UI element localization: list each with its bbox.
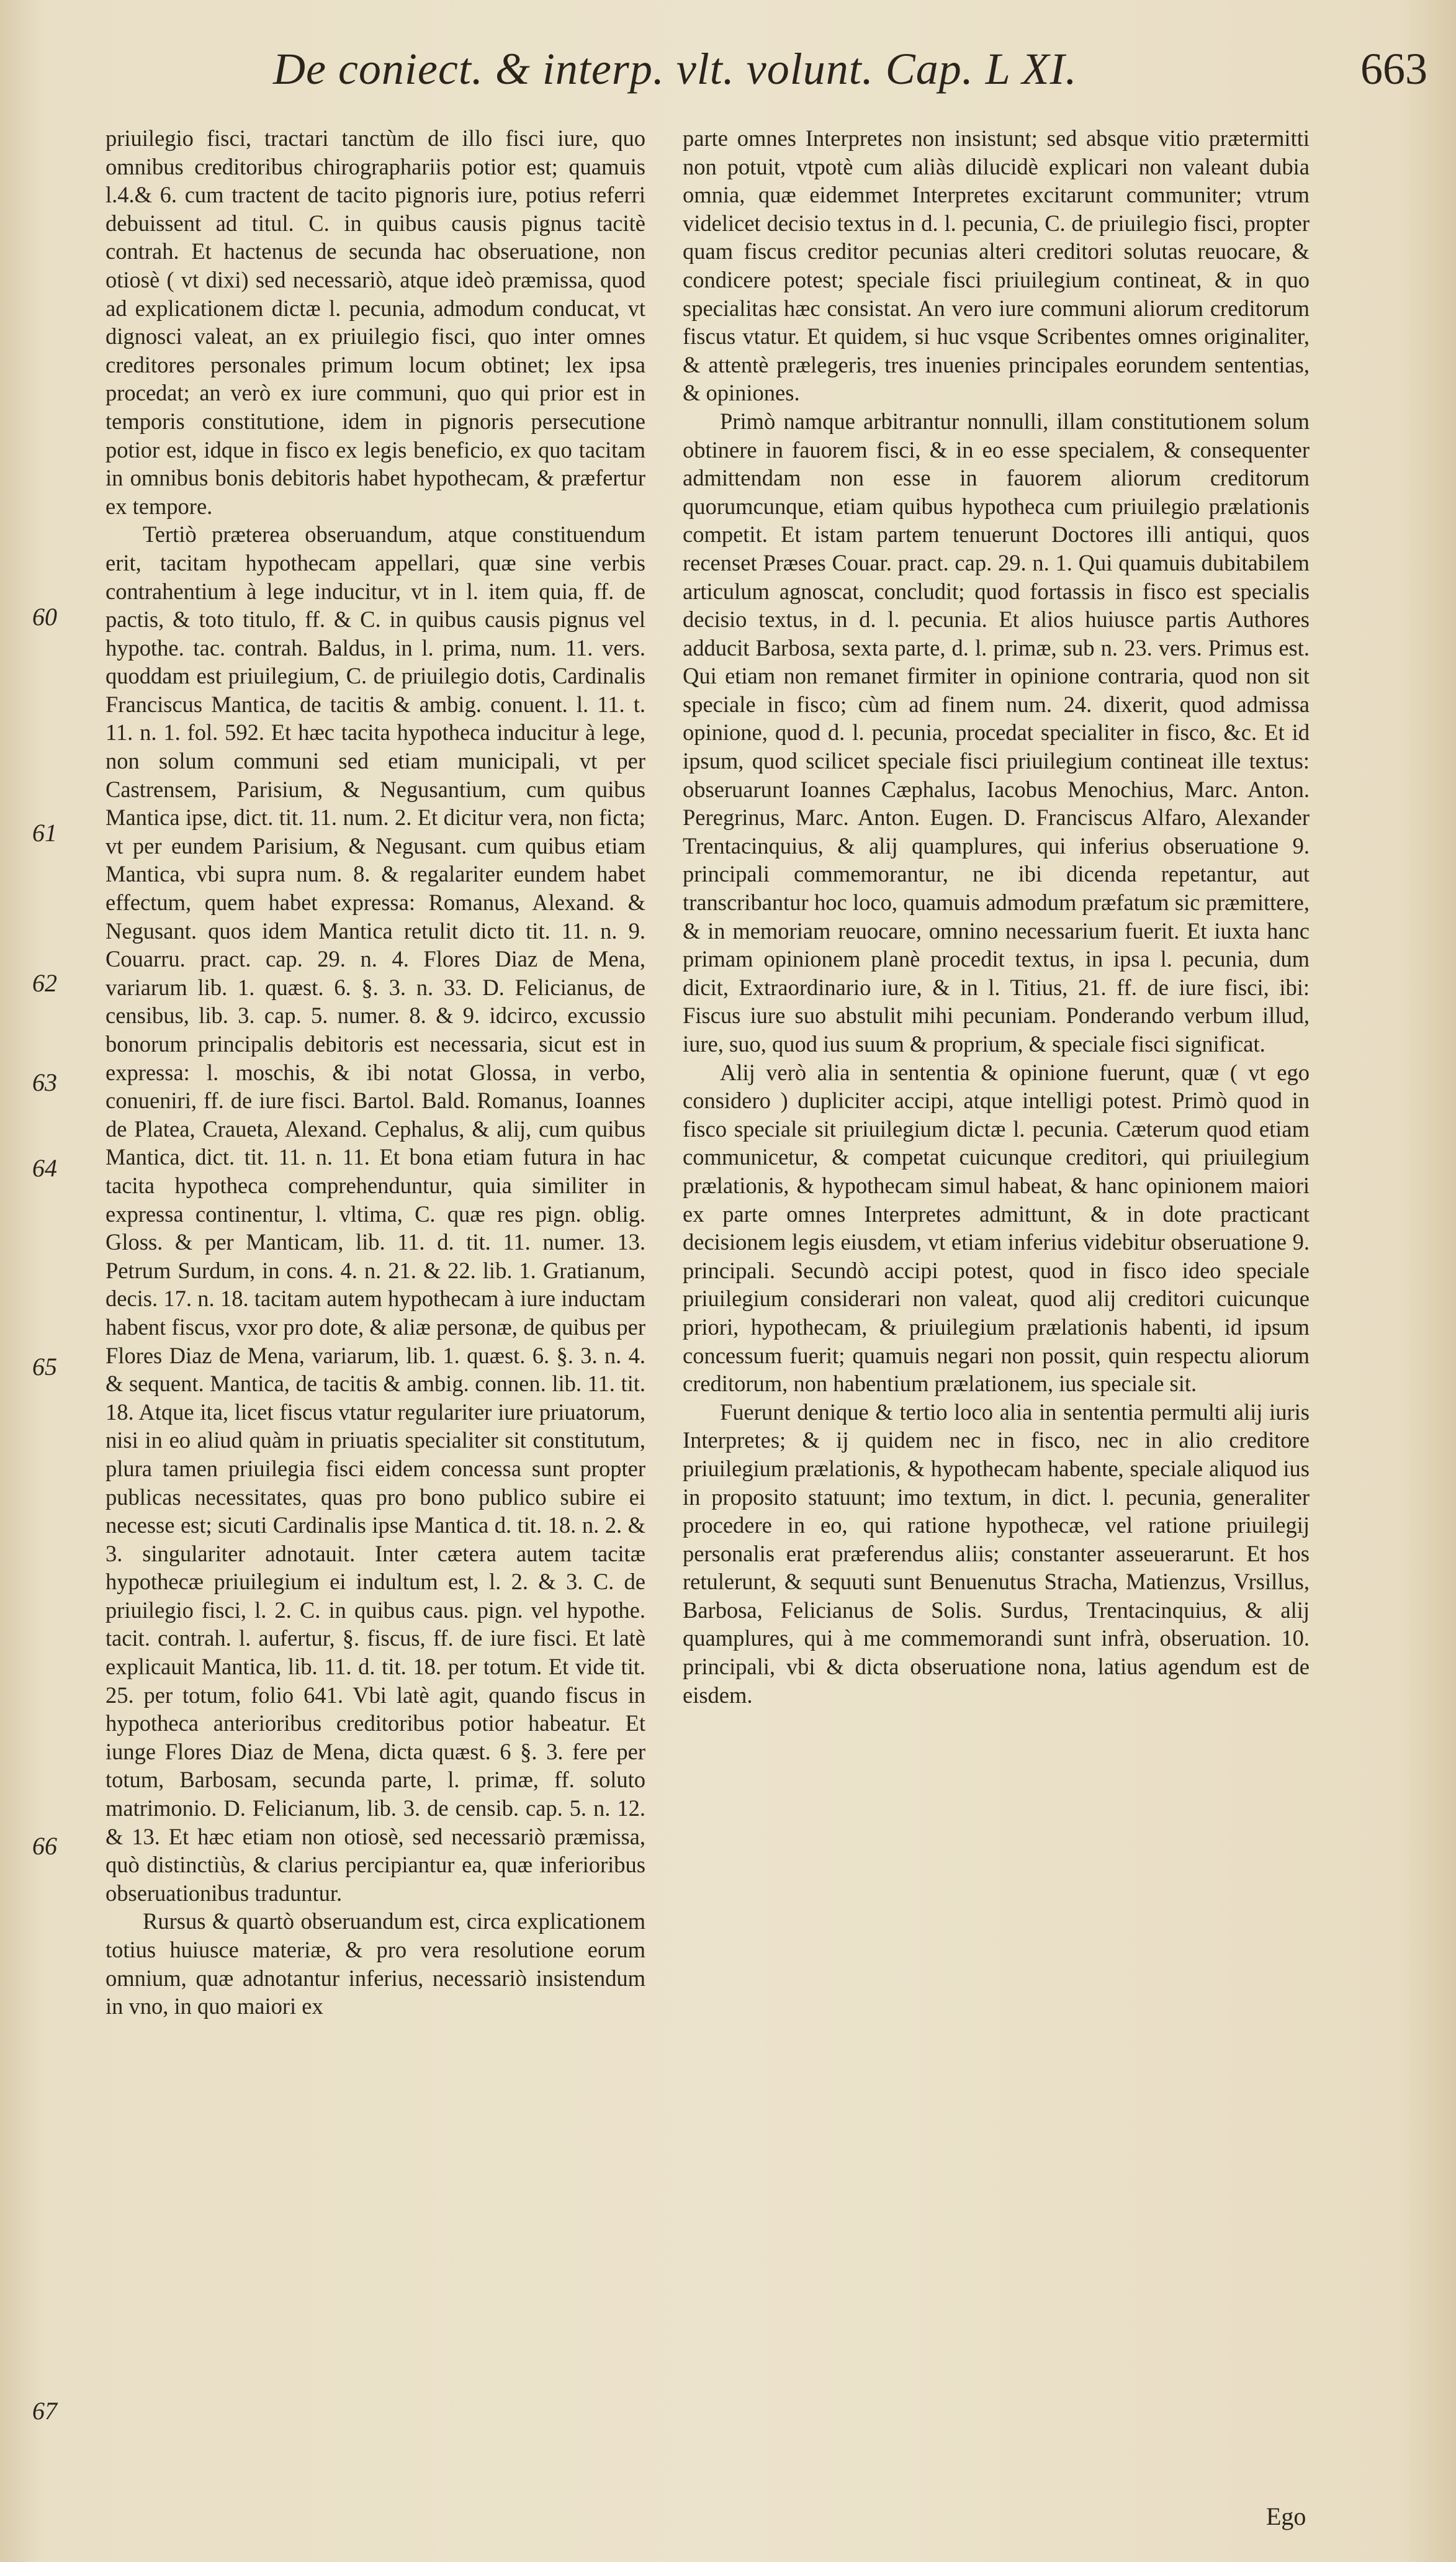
- right-paragraph: Primò namque arbitrantur nonnulli, illam constitutionem solum obtinere in fauorem fisci, & in eo esse specialem, & consequenter admittendam non esse in fauorem aliorum creditorum quorumcunque, etiam quibus hypotheca cum priuilegio prælationis competit. Et istam partem tenuerunt Doctores illi antiqui, quos recenset Præses Couar. pract. cap. 29. n. 1. Qui quamuis dubitabilem articulum agnoscat, concludit; quod fortassis in fisco est specialis decisio textus, in d. l. pecunia. Et alios huiusce partis Authores adducit Barbosa, sexta parte, d. l. primæ, sub n. 23. vers. Primus est. Qui etiam non remanet firmiter in opinione contraria, quod non sit speciale in fisco; cùm ad finem num. 24. dixerit, quod admissa opinione, quod d. l. pecunia, procedat specialiter in fisco, &c. Et id ipsum, quod scilicet speciale fisci priuilegium contineat ille textus: obseruarunt Ioannes Cæphalus, Iacobus Menochius, Marc. Anton. Peregrinus, Marc. Anton. Eugen. D. Franciscus Alfaro, Alexander Trentacinquius, & alij quamplures, qui inferius obseruatione 9. principali commemorantur, ne ibi dicenda repetantur, aut transcribantur hoc loco, quamuis admodum præfatum sic præmittere, & in memoriam reuocare, omnino necessarium fuerit. Et iuxta hanc primam opinionem planè procedit textus, in ipsa l. pecunia, dum dicit, Extraordinario iure, & in l. Titius, 21. ff. de iure fisci, ibi: Fiscus iure suo abstulit mihi pecuniam. Ponderando verbum illud, iure, suo, quod ius suum & proprium, & speciale fisci significat.: [683, 408, 1310, 1057]
- right-paragraph: Alij verò alia in sententia & opinione fuerunt, quæ ( vt ego considero ) dupliciter accipi, atque intelligi potest. Primò quod in fisco speciale sit priuilegium dictæ l. pecunia. Cæterum quod etiam communicetur, & competat cuicunque creditori, qui priuilegium prælationis, & hypothecam simul habeat, & hanc opinionem maiori ex parte omnes Interpretes admittunt, & in dote practicant decisionem legis eiusdem, vt etiam inferius videbitur obseruatione 9. principali. Secundò accipi potest, quod in fisco ideo speciale priuilegium considerari non valeat, quod alij creditori cuicunque priori, hypothecam, & priuilegium prælationis habenti, id ipsum concessum fuerit; quamuis negari non possit, quin respectu aliorum creditorum, non habentium prælationem, ius speciale sit.: [683, 1059, 1310, 1397]
- left-paragraph: Tertiò præterea obseruandum, atque constituendum erit, tacitam hypothecam appellari, quæ sine verbis contrahentium à lege inducitur, vt in l. item quia, ff. de pactis, & toto titulo, ff. & C. in quibus causis pignus vel hypothe. tac. contrah. Baldus, in l. prima, num. 11. vers. quoddam est priuilegium, C. de priuilegio dotis, Cardinalis Franciscus Mantica, de tacitis & ambig. conuent. l. 11. t. 11. n. 1. fol. 592. Et hæc tacita hypotheca inducitur à lege, non solum communi sed etiam municipali, vt per Castrensem, Parisium, & Negusantium, cum quibus Mantica ipse, dict. tit. 11. num. 2. Et dicitur vera, non ficta; vt per eundem Parisium, & Negusant. cum quibus etiam Mantica, vbi supra num. 8. & regalariter eundem habet effectum, quem habet expressa: Romanus, Alexand. & Negusant. quos idem Mantica retulit dicto tit. 11. n. 9. Couarru. pract. cap. 29. n. 4. Flores Diaz de Mena, variarum lib. 1. quæst. 6. §. 3. n. 33. D. Felicianus, de censibus, lib. 3. cap. 5. numer. 8. & 9. idcirco, excussio bonorum principalis debitoris est necessaria, sicut est in expressa: l. moschis, & ibi notat Glossa, in verbo, conueniri, ff. de iure fisci. Bartol. Bald. Romanus, Ioannes de Platea, Craueta, Alexand. Cephalus, & alij, cum quibus Mantica, dict. tit. 11. n. 11. Et bona etiam futura in hac tacita hypotheca comprehenduntur, quia similiter in expressa continentur, l. vltima, C. quæ res pign. oblig. Gloss. & per Manticam, lib. 11. d. tit. 11. numer. 13. Petrum Surdum, in cons. 4. n. 21. & 22. lib. 1. Gratianum, decis. 17. n. 18. tacitam autem hypothecam à iure inductam habent fiscus, vxor pro dote, & aliæ personæ, de quibus per Flores Diaz de Mena, variarum, lib. 1. quæst. 6. §. 3. n. 4. & sequent. Mantica, de tacitis & ambig. connen. lib. 11. tit. 18. Atque ita, licet fiscus vtatur regulariter iure priuatorum, nisi in eo aliud quàm in priuatis specialiter sit constitutum, plura tamen priuilegia fisci eidem concessa sunt propter publicas necessitates, quas pro bono publico subire ei necesse est; sicuti Cardinalis ipse Mantica d. tit. 18. n. 2. & 3. singulariter adnotauit. Inter cætera autem tacitæ hypothecæ priuilegium ei indultum est, l. 2. & 3. C. de priuilegio fisci, l. 2. C. in quibus caus. pign. vel hypothe. tacit. contrah. l. aufertur, §. fiscus, ff. de iure fisci. Et latè explicauit Mantica, lib. 11. d. tit. 18. per totum. Et vide tit. 25. per totum, folio 641. Vbi latè agit, quando fiscus in hypotheca anterioribus creditoribus potior habeatur. Et iunge Flores Diaz de Mena, dicta quæst. 6 §. 3. fere per totum, Barbosam, secunda parte, l. primæ, ff. soluto matrimonio. D. Felicianum, lib. 3. de censib. cap. 5. n. 12. & 13. Et hæc etiam non otiosè, sed necessariò præmissa, quò distinctiùs, & clarius percipiantur ea, quæ inferioribus obseruationibus traduntur.: [106, 521, 645, 1906]
- right-paragraph: parte omnes Interpretes non insistunt; sed absque vitio prætermitti non potuit, vtpotè cum aliàs dilucidè explicari non valeant dubia omnia, quæ eidemmet Interpretes excitarunt communiter; vtrum videlicet decisio textus in d. l. pecunia, C. de priuilegio fisci, propter quam fiscus creditor pecunias alteri creditori solutas reuocare, & condicere potest; speciale fisci priuilegium contineat, & in quo specialitas hæc consistat. An vero iure communi aliorum creditorum fiscus vtatur. Et quidem, si huc vsque Scribentes omnes originaliter, & attentè prælegeris, tres inuenies principales eorundem sententias, & opiniones.: [683, 125, 1310, 406]
- margin-number: 65: [32, 1353, 57, 1381]
- page-number: 663: [1360, 44, 1427, 94]
- right-paragraph: Fuerunt denique & tertio loco alia in sententia permulti alij iuris Interpretes; & ij quidem nec in fisco, nec in alio creditore priuilegium prælationis, & hypothecam habente, speciale aliquod ius in proposito statuunt; imo textum, in dict. l. pecunia, generaliter procedere in eo, qui ratione hypothecæ, vel ratione priuilegij personalis erat præferendus aliis; constanter asseuerarunt. Et hos retulerunt, & sequuti sunt Benuenutus Stracha, Matienzus, Vrsillus, Barbosa, Felicianus de Solis. Surdus, Trentacinquius, & alij quamplures, qui à me commemorandi sunt infrà, obseruation. 10. principali, vbi & dicta obseruatione nona, latius agendum est de eisdem.: [683, 1399, 1310, 1708]
- right-column: [683, 124, 1310, 1709]
- margin-number: 61: [32, 819, 57, 847]
- margin-number: 60: [32, 603, 57, 631]
- margin-number: 66: [32, 1832, 57, 1860]
- left-paragraph: Rursus & quartò obseruandum est, circa explicationem totius huiusce materiæ, & pro vera resolutione eorum omnium, quæ adnotantur inferius, necessariò insistendum in vno, in quo maiori ex: [106, 1908, 645, 2019]
- catchword: Ego: [1266, 2502, 1306, 2530]
- margin-number: 63: [32, 1068, 57, 1096]
- margin-number: 64: [32, 1154, 57, 1182]
- margin-number: 62: [32, 969, 57, 997]
- page-header: [273, 43, 1427, 112]
- left-paragraph: priuilegio fisci, tractari tanctùm de illo fisci iure, quo omnibus creditoribus chirographariis potior est; quamuis l.4.& 6. cum tractent de tacito pignoris iure, potius referri debuissent ad titul. C. in quibus causis pignus tacitè contrah. Et hactenus de secunda hac obseruatione, non otiosè ( vt dixi) sed necessariò, atque ideò præmissa, quod ad explicationem dictæ l. pecunia, admodum conducat, vt dignosci valeat, an ex priuilegio fisci, quo inter omnes creditores personales primum locum obtinet; lex ipsa procedat; an verò ex iure communi, quo qui prior est in temporis constitutione, idem in pignoris persecutione potior est, idque in fisco ex legis beneficio, ex quo tacitam in omnibus bonis debitoris habet hypothecam, & præfertur ex tempore.: [106, 125, 645, 519]
- running-title: De coniect. & interp. vlt. volunt. Cap. L XI.: [273, 44, 1077, 94]
- left-column: [106, 124, 645, 2021]
- margin-number: 67: [32, 2397, 57, 2425]
